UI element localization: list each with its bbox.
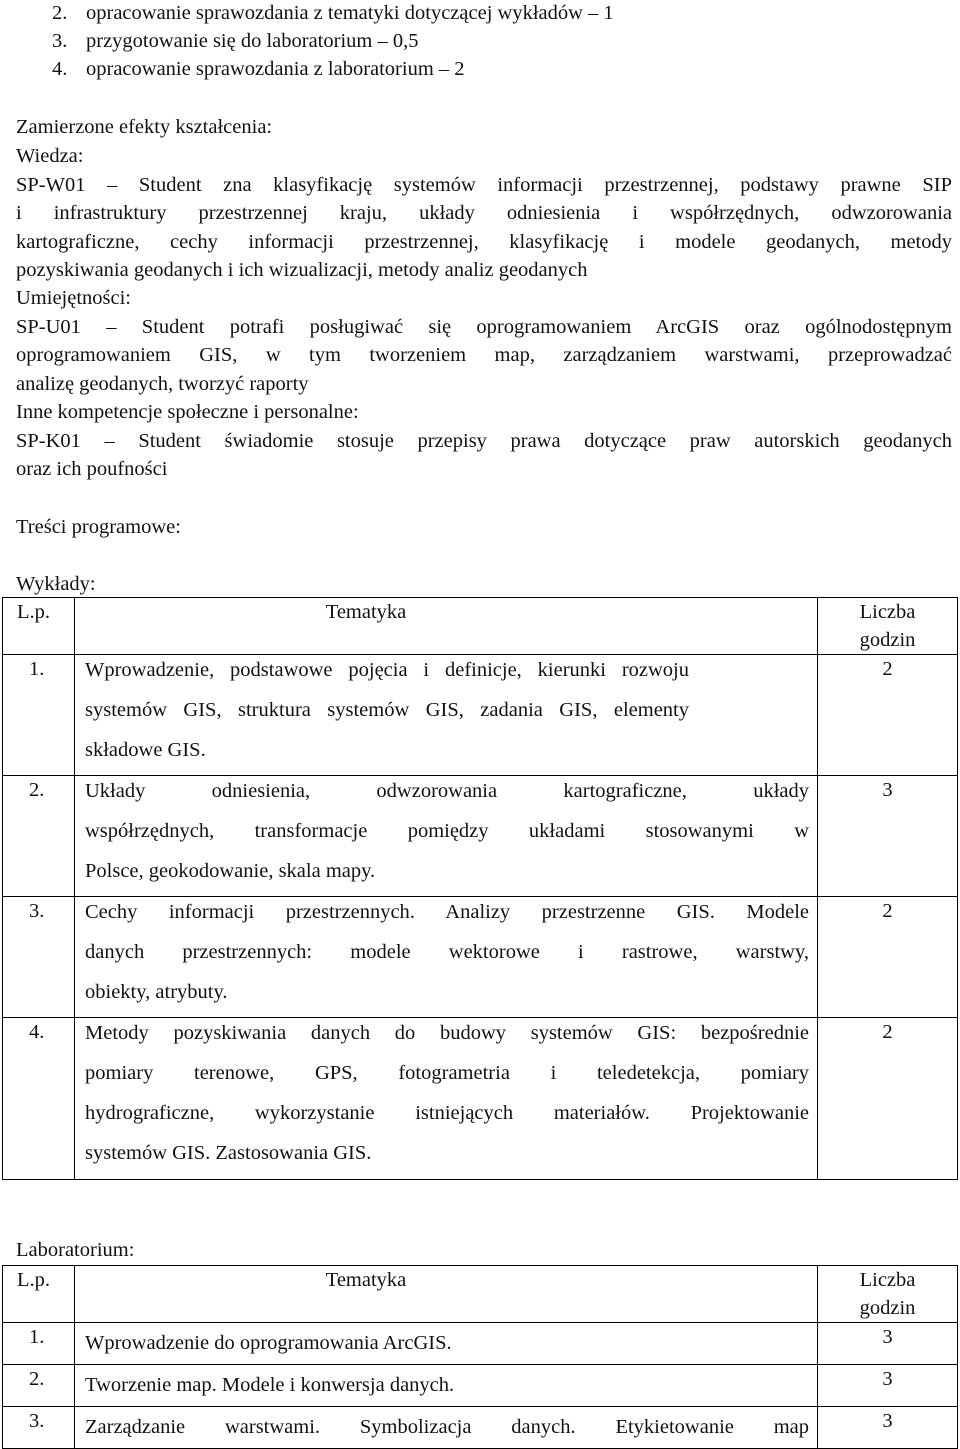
- lecture-hours: 3: [818, 776, 958, 897]
- table-row: [3, 1407, 958, 1449]
- lab-hours: 3: [818, 1365, 958, 1407]
- table-header-row: [3, 1266, 958, 1323]
- skills-line: oprogramowaniem GIS, w tym tworzeniem map, zarządzaniem warstwami, przeprowadzać: [16, 344, 952, 366]
- table-row: [3, 1365, 958, 1407]
- lecture-topic-line: współrzędnych, transformacje pomiędzy układami stosowanymi w: [85, 820, 809, 842]
- lab-hours: 3: [818, 1323, 958, 1365]
- list-item-text: opracowanie sprawozdania z laboratorium – 2: [86, 58, 465, 80]
- lab-topic: Wprowadzenie do oprogramowania ArcGIS.: [75, 1323, 818, 1365]
- list-item: [16, 27, 614, 55]
- column-header-hours-line1: Liczba: [859, 601, 916, 623]
- lecture-topic-line: składowe GIS.: [85, 739, 206, 761]
- column-header-hours: [818, 598, 958, 655]
- lecture-topic-line: Układy odniesienia, odwzorowania kartograficzne, układy: [85, 780, 809, 802]
- lab-topic-text: Zarządzanie warstwami. Symbolizacja danych. Etykietowanie map: [85, 1416, 809, 1438]
- lecture-topic-line: Polsce, geokodowanie, skala mapy.: [85, 860, 376, 882]
- lectures-label: Wykłady:: [16, 573, 96, 595]
- lecture-topic: [75, 1018, 818, 1180]
- lecture-topic-line: Cechy informacji przestrzennych. Analizy przestrzenne GIS. Modele: [85, 901, 809, 923]
- lecture-topic-line: danych przestrzennych: modele wektorowe i rastrowe, warstwy,: [85, 941, 809, 963]
- lab-hours: 3: [818, 1407, 958, 1449]
- skills-line: analizę geodanych, tworzyć raporty: [16, 373, 309, 395]
- knowledge-line: i infrastruktury przestrzennej kraju, układy odniesienia i współrzędnych, odwzorowania: [16, 202, 952, 224]
- table-row: [3, 1323, 958, 1365]
- lecture-lp: 3.: [3, 897, 75, 1018]
- lecture-hours: 2: [818, 655, 958, 776]
- lecture-topic-line: pomiary terenowe, GPS, fotogrametria i teledetekcja, pomiary: [85, 1062, 809, 1084]
- lecture-topic: [75, 776, 818, 897]
- skills-label: Umiejętności:: [16, 287, 132, 309]
- lecture-topic-line: Metody pozyskiwania danych do budowy systemów GIS: bezpośrednie: [85, 1022, 809, 1044]
- knowledge-label: Wiedza:: [16, 145, 84, 167]
- column-header-hours-line1: Liczba: [859, 1269, 916, 1291]
- column-header-hours: [818, 1266, 958, 1323]
- lab-topic: Tworzenie map. Modele i konwersja danych.: [75, 1365, 818, 1407]
- lecture-lp: 2.: [3, 776, 75, 897]
- list-item-number: 4.: [52, 58, 68, 80]
- lecture-topic-line: hydrograficzne, wykorzystanie istniejących materiałów. Projektowanie: [85, 1102, 809, 1124]
- lecture-topic-line: Wprowadzenie, podstawowe pojęcia i definicje, kierunki rozwoju: [85, 659, 689, 681]
- lab-label: Laboratorium:: [16, 1239, 135, 1261]
- social-line: oraz ich poufności: [16, 458, 168, 480]
- lecture-topic-line: systemów GIS, struktura systemów GIS, zadania GIS, elementy: [85, 699, 689, 721]
- lab-lp: 1.: [3, 1323, 75, 1365]
- effects-heading: Zamierzone efekty kształcenia:: [16, 116, 273, 138]
- knowledge-line: kartograficzne, cechy informacji przestrzennej, klasyfikację i modele geodanych, metody: [16, 231, 952, 253]
- skills-line: SP-U01 – Student potrafi posługiwać się oprogramowaniem ArcGIS oraz ogólnodostępnym: [16, 316, 952, 338]
- lecture-topic-line: obiekty, atrybuty.: [85, 981, 228, 1003]
- column-header-hours-line2: godzin: [859, 1297, 916, 1319]
- lab-lp: 3.: [3, 1407, 75, 1449]
- table-header-row: [3, 598, 958, 655]
- lecture-topic: [75, 655, 818, 776]
- list-item: [16, 55, 614, 83]
- lecture-topic: [75, 897, 818, 1018]
- list-item-number: 2.: [52, 2, 68, 24]
- lecture-hours: 2: [818, 897, 958, 1018]
- workload-list: [16, 0, 614, 83]
- lecture-hours: 2: [818, 1018, 958, 1180]
- lab-lp: 2.: [3, 1365, 75, 1407]
- lecture-lp: 4.: [3, 1018, 75, 1180]
- table-row: [3, 1018, 958, 1180]
- table-row: [3, 776, 958, 897]
- list-item-text: przygotowanie się do laboratorium – 0,5: [86, 30, 419, 52]
- lab-table: [2, 1265, 958, 1449]
- column-header-lp: L.p.: [3, 598, 75, 655]
- column-header-topic: Tematyka: [75, 1266, 818, 1323]
- lecture-topic-line: systemów GIS. Zastosowania GIS.: [85, 1142, 372, 1164]
- social-line: SP-K01 – Student świadomie stosuje przepisy prawa dotyczące praw autorskich geodanych: [16, 430, 952, 452]
- social-label: Inne kompetencje społeczne i personalne:: [16, 401, 359, 423]
- lab-topic: [75, 1407, 818, 1449]
- list-item: [16, 0, 614, 27]
- table-row: [3, 655, 958, 776]
- lectures-table: [2, 597, 958, 1180]
- knowledge-line: SP-W01 – Student zna klasyfikację systemów informacji przestrzennej, podstawy prawne SIP: [16, 174, 952, 196]
- column-header-hours-line2: godzin: [859, 629, 916, 651]
- column-header-topic: Tematyka: [75, 598, 818, 655]
- lecture-lp: 1.: [3, 655, 75, 776]
- knowledge-line: pozyskiwania geodanych i ich wizualizacji, metody analiz geodanych: [16, 259, 588, 281]
- column-header-lp: L.p.: [3, 1266, 75, 1323]
- program-heading: Treści programowe:: [16, 516, 181, 538]
- list-item-text: opracowanie sprawozdania z tematyki dotyczącej wykładów – 1: [86, 2, 614, 24]
- list-item-number: 3.: [52, 30, 68, 52]
- table-row: [3, 897, 958, 1018]
